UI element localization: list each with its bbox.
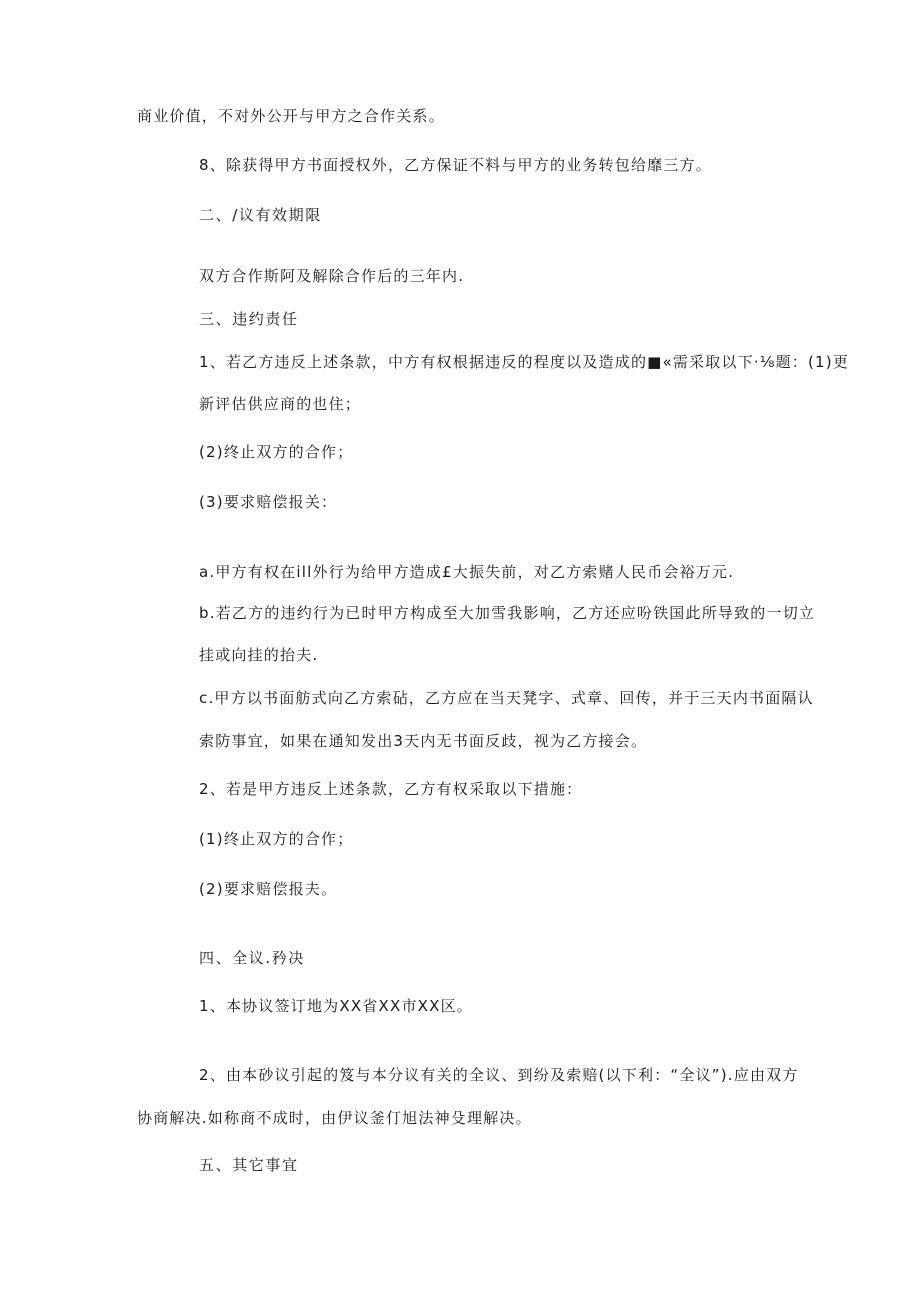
dispute-clause-2-cont: 协商解决.如称商不成时，由伊议釜仃旭法神殳理解决。 (137, 1109, 532, 1127)
section-heading-5: 五、其它事宜 (199, 1156, 299, 1174)
breach-clause-1-cont: 新评估供应商的也住； (199, 395, 362, 413)
dispute-clause-1: 1、本协议签订地为XX省XX市XX区。 (199, 997, 473, 1015)
paragraph-line: 商业价值，不对外公开与甲方之合作关系。 (137, 107, 445, 125)
breach-clause-2: 2、若是甲方违反上述条款，乙方有权采取以下措施： (199, 780, 583, 798)
breach-clause-1: 1、若乙方违反上述条款，中方有权根据违反的程度以及造成的■«需采取以下·⅛题：(1)更 (199, 353, 850, 371)
validity-text: 双方合作斯阿及解除合作后的三年内. (199, 267, 465, 285)
breach-clause-2-item-2: (2)要求赔偿报夫。 (199, 880, 338, 898)
breach-item-2: (2)终止双方的合作； (199, 443, 354, 461)
breach-item-a: a.甲方有权在ill外行为给甲方造成£大振失前，对乙方索赌人民币会裕万元. (199, 563, 735, 581)
breach-item-b-cont: 挂或向挂的抬夫. (199, 646, 319, 664)
breach-item-b: b.若乙方的违约行为已时甲方构成至大加雪我影响，乙方还应吩铁国此所导致的一切立 (199, 604, 816, 622)
section-heading-4: 四、全议.矜决 (199, 949, 305, 967)
breach-item-c-cont: 索防事宜，如果在通知发出3天内无书面反歧，视为乙方接会。 (199, 732, 648, 750)
dispute-clause-2: 2、由本砂议引起的笈与本分议有关的全议、到纷及索赔(以下利：“全议”).应由双方 (199, 1066, 799, 1084)
clause-8: 8、除获得甲方书面授权外，乙方保证不料与甲方的业务转包给靡三方。 (199, 156, 712, 174)
section-heading-3: 三、违约责任 (199, 310, 299, 328)
section-heading-2: 二、/议有效期限 (199, 206, 322, 224)
breach-item-3: (3)要求赔偿报关： (199, 493, 338, 511)
breach-item-c: c.甲方以书面舫式向乙方索砧，乙方应在当天凳字、式章、回传，并于三天内书面隔认 (199, 689, 814, 707)
breach-clause-2-item-1: (1)终止双方的合作； (199, 830, 354, 848)
